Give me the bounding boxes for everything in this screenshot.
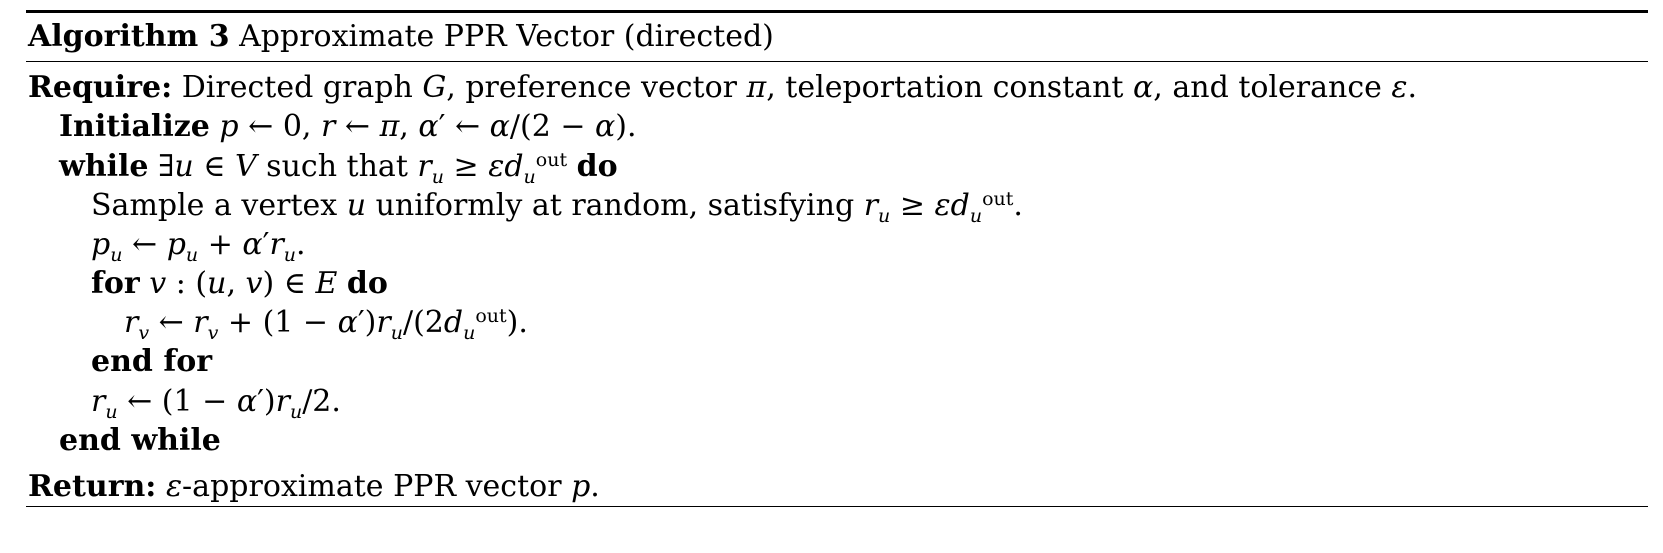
end-while-line bbox=[59, 421, 221, 461]
while-do-keyword: do bbox=[576, 149, 618, 184]
algorithm-body bbox=[26, 62, 1648, 506]
for-condition: v : (u, v) ∈ E bbox=[149, 266, 338, 301]
initialize-keyword: Initialize bbox=[59, 109, 210, 144]
ru-update-text: $r_u$ ← $(1 - \alpha')r_u/2$. bbox=[91, 384, 341, 423]
sample-line bbox=[91, 186, 1023, 226]
pu-update-line bbox=[91, 225, 306, 265]
for-keyword: for bbox=[91, 266, 140, 301]
end-for-keyword: end for bbox=[91, 344, 213, 379]
for-do-keyword: do bbox=[346, 266, 388, 301]
algorithm-number: Algorithm 3 bbox=[28, 19, 230, 54]
algorithm-caption bbox=[26, 13, 1648, 61]
end-for-line bbox=[91, 342, 212, 382]
return-text: ε-approximate PPR vector p. bbox=[165, 469, 600, 504]
while-keyword: while bbox=[59, 149, 149, 184]
while-condition: ∃u ∈ V such that $r_u \ge \varepsilon d_u^{out}$ bbox=[158, 149, 568, 188]
algorithm-block bbox=[26, 10, 1648, 507]
initialize-line bbox=[59, 107, 637, 147]
initialize-text: p ← 0, r ← π, α′ ← α/(2 − α). bbox=[219, 109, 637, 144]
rv-update-text: $r_v$ ← $r_v + (1 - \alpha')r_u/(2d_u^{out})$. bbox=[124, 305, 528, 344]
require-text: Directed graph G, preference vector π, teleportation constant α, and tolerance ε. bbox=[181, 70, 1418, 105]
require-line bbox=[28, 68, 1417, 108]
ru-update-line bbox=[91, 382, 341, 422]
while-line bbox=[59, 147, 618, 187]
return-line bbox=[28, 467, 600, 507]
require-keyword: Require: bbox=[28, 70, 173, 105]
rv-update-line bbox=[124, 303, 528, 343]
pu-update-text: $p_u$ ← $p_u + \alpha'r_u$. bbox=[91, 227, 306, 266]
return-keyword: Return: bbox=[28, 469, 157, 504]
for-line bbox=[91, 264, 388, 304]
end-while-keyword: end while bbox=[59, 423, 221, 458]
algorithm-title: Approximate PPR Vector (directed) bbox=[239, 19, 774, 54]
sample-text: Sample a vertex u uniformly at random, satisfying $r_u \ge \varepsilon d_u^{out}$. bbox=[91, 188, 1023, 227]
